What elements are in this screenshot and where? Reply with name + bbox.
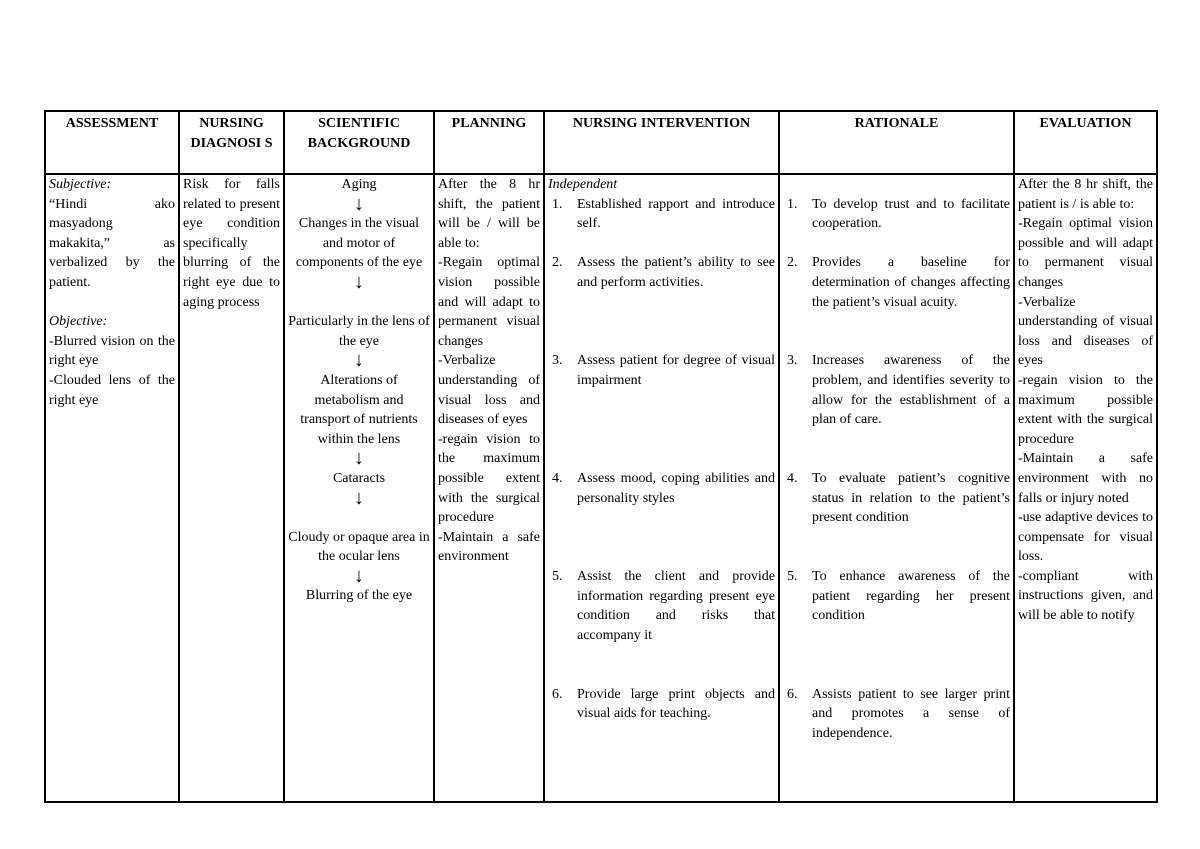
subjective-text: “Hindi ako masyadong makakita,” as verbalized by the patient. bbox=[49, 196, 175, 290]
down-arrow-icon: ↓ bbox=[354, 447, 364, 470]
intervention-item: 1. Established rapport and introduce self. bbox=[552, 196, 775, 232]
diagnosis-cell bbox=[179, 174, 284, 802]
intervention-cell bbox=[544, 174, 779, 802]
rationale-item: 3. Increases awareness of the problem, and identifies severity to allow for the establishment of a plan of care. bbox=[787, 353, 1010, 428]
header-scientific-background: SCIENTIFIC BACKGROUND bbox=[284, 111, 434, 174]
rationale-item: 1. To develop trust and to facilitate cooperation. bbox=[787, 196, 1010, 232]
planning-cell bbox=[434, 174, 544, 802]
rationale-cell bbox=[779, 174, 1014, 802]
assessment-cell bbox=[45, 174, 179, 802]
evaluation-item: -Maintain a safe environment with no falls or injury noted bbox=[1018, 451, 1153, 506]
intervention-item: 2. Assess the patient’s ability to see and perform activities. bbox=[552, 255, 775, 290]
objective-item-2: -Clouded lens of the right eye bbox=[49, 372, 175, 408]
background-cell bbox=[284, 174, 434, 802]
down-arrow-icon: ↓ bbox=[354, 564, 364, 587]
down-arrow-icon: ↓ bbox=[354, 349, 364, 372]
header-row bbox=[45, 111, 1157, 174]
rationale-item: 4. To evaluate patient’s cognitive status in relation to the patient’s present condition bbox=[787, 470, 1010, 526]
header-nursing-intervention: NURSING INTERVENTION bbox=[544, 111, 779, 174]
pathophysiology-step: Changes in the visual and motor of components of the eye bbox=[295, 216, 423, 271]
intervention-item: 4. Assess mood, coping abilities and personality styles bbox=[552, 470, 775, 506]
intervention-item: 6. Provide large print objects and visual aids for teaching. bbox=[552, 686, 775, 722]
rationale-item: 2. Provides a baseline for determination of changes affecting the patient’s visual acuity. bbox=[787, 255, 1010, 310]
planning-goal: -Maintain a safe environment bbox=[438, 529, 540, 565]
pathophysiology-step: Cataracts bbox=[332, 470, 386, 486]
pathophysiology-step: Alterations of metabolism and transport of nutrients within the lens bbox=[300, 372, 418, 447]
objective-item-1: -Blurred vision on the right eye bbox=[49, 333, 175, 369]
evaluation-intro: After the 8 hr shift, the patient is / is able to: bbox=[1018, 177, 1153, 212]
evaluation-item: -regain vision to the maximum possible extent with the surgical procedure bbox=[1018, 372, 1153, 447]
planning-intro: After the 8 hr shift, the patient will be / will be able to: bbox=[438, 177, 540, 251]
header-rationale: RATIONALE bbox=[779, 111, 1014, 174]
nursing-care-plan-table bbox=[44, 110, 1158, 803]
down-arrow-icon: ↓ bbox=[354, 192, 364, 215]
diagnosis-text: Risk for falls related to present eye condition specifically blurring of the right eye due to aging process bbox=[183, 177, 280, 310]
rationale-item: 5. To enhance awareness of the patient regarding her present condition bbox=[787, 568, 1010, 624]
rationale-item: 6. Assists patient to see larger print and promotes a sense of independence. bbox=[787, 686, 1010, 741]
planning-goal: -Verbalize understanding of visual loss and diseases of eyes bbox=[438, 353, 540, 428]
subjective-label: Subjective: bbox=[49, 177, 112, 192]
content-row bbox=[45, 174, 1157, 802]
pathophysiology-step: Cloudy or opaque area in the ocular lens bbox=[288, 529, 430, 565]
planning-goal: -regain vision to the maximum possible extent with the surgical procedure bbox=[438, 431, 540, 526]
header-assessment: ASSESSMENT bbox=[45, 111, 179, 174]
evaluation-item: -use adaptive devices to compensate for visual loss. bbox=[1018, 510, 1153, 565]
header-planning: PLANNING bbox=[434, 111, 544, 174]
intervention-item: 3. Assess patient for degree of visual impairment bbox=[552, 353, 775, 388]
evaluation-cell bbox=[1014, 174, 1157, 802]
down-arrow-icon: ↓ bbox=[354, 486, 364, 509]
pathophysiology-step: Particularly in the lens of the eye bbox=[288, 314, 430, 349]
objective-label: Objective: bbox=[49, 314, 108, 330]
evaluation-item: -Verbalize understanding of visual loss and diseases of eyes bbox=[1018, 294, 1153, 369]
intervention-item: 5. Assist the client and provide information regarding present eye condition and risks that accompany it bbox=[552, 568, 775, 643]
down-arrow-icon: ↓ bbox=[354, 270, 364, 293]
header-nursing-diagnosis: NURSING DIAGNOSI S bbox=[179, 111, 284, 174]
evaluation-item: -compliant with instructions given, and will be able to notify bbox=[1018, 568, 1153, 624]
pathophysiology-step: Blurring of the eye bbox=[305, 588, 413, 604]
header-evaluation: EVALUATION bbox=[1014, 111, 1157, 174]
evaluation-item: -Regain optimal vision possible and will adapt to permanent visual changes bbox=[1018, 216, 1153, 290]
independent-label: Independent bbox=[548, 177, 618, 192]
pathophysiology-step: Aging bbox=[341, 177, 377, 192]
planning-goal: -Regain optimal vision possible and will adapt to permanent visual changes bbox=[438, 255, 540, 349]
